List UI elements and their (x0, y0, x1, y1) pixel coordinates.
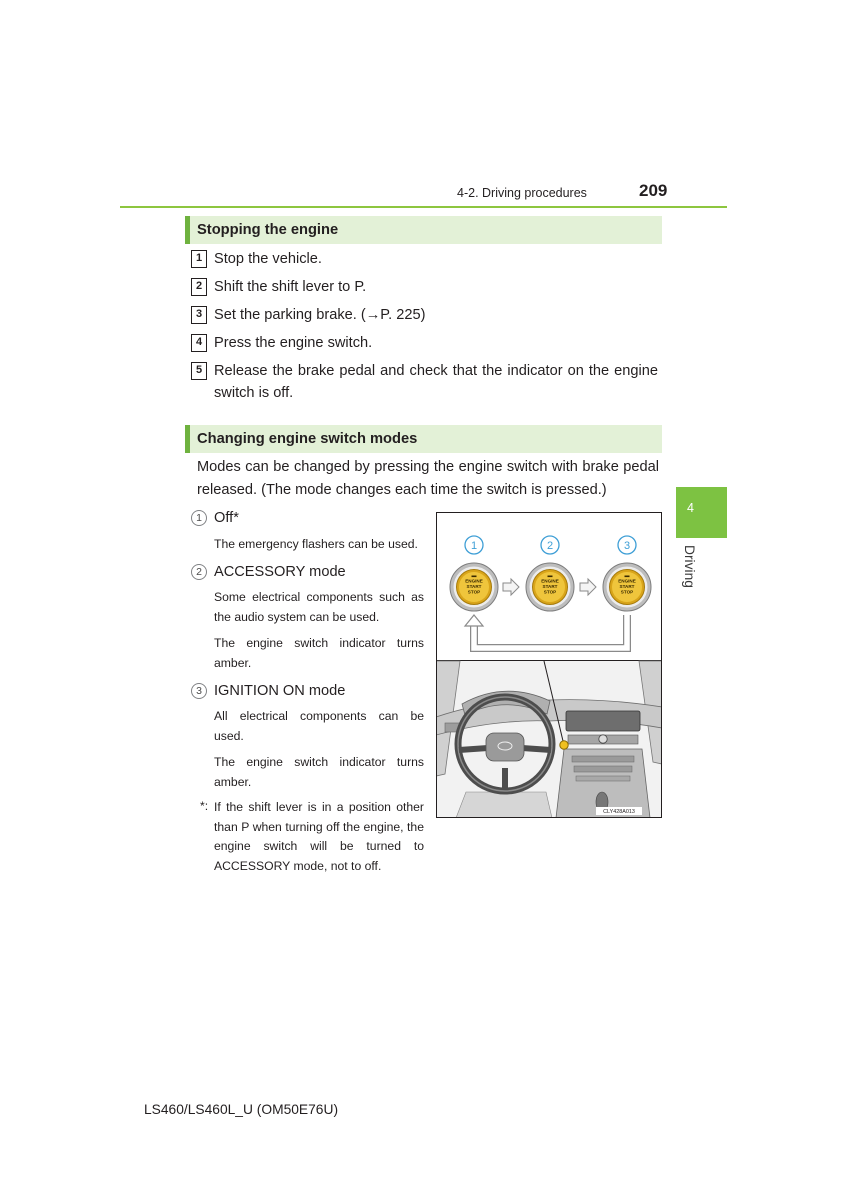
circled-number-marker: 2 (191, 564, 207, 580)
step-5 (191, 360, 661, 401)
footnote-line: engine switch will be turned to (214, 839, 424, 854)
figure-code: CLY428A013 (603, 809, 635, 815)
button-label-line: STOP (467, 589, 481, 595)
step-text-line: Press the engine switch. (214, 335, 373, 351)
running-header-section: 4-2. Driving procedures (457, 186, 587, 200)
mode-title-off: Off* (214, 510, 239, 526)
chapter-tab-title: Driving (682, 545, 697, 588)
step-3 (191, 304, 661, 326)
footnote-marker: *: (200, 799, 209, 813)
footnote-line: than P when turning off the engine, the (214, 819, 424, 834)
note-line: The engine switch indicator turns (214, 755, 424, 769)
step-text (214, 276, 658, 298)
engine-switch-location-icon (560, 741, 568, 749)
mode-title-ignition-on: IGNITION ON mode (214, 683, 346, 699)
footer-manual-code: LS460/LS460L_U (OM50E76U) (144, 1102, 339, 1117)
section-heading-modes: Changing engine switch modes (185, 425, 662, 453)
right-arrow-icon (503, 579, 519, 595)
dashboard-icon (436, 661, 662, 818)
figure-marker-number: 1 (470, 540, 478, 552)
chapter-tab (676, 487, 727, 538)
step-text-line: Set the parking brake. (→P. 225) (214, 307, 426, 323)
step-text (214, 248, 658, 270)
step-text (214, 360, 658, 404)
step-number-box: 5 (191, 362, 207, 380)
note-line: The engine switch indicator turns (214, 636, 424, 650)
step-number-box: 1 (191, 250, 207, 268)
paragraph-line: released. (The mode changes each time the switch is pressed.) (197, 482, 607, 498)
engine-switch-button-icon (603, 563, 651, 611)
button-label-line: STOP (620, 589, 634, 595)
section-heading-stopping: Stopping the engine (185, 216, 662, 244)
circled-number-marker: 1 (191, 510, 207, 526)
step-text (214, 304, 658, 326)
step-text-line: Stop the vehicle. (214, 251, 322, 267)
note-line: Some electrical components such as (214, 590, 424, 604)
step-text-line: Release the brake pedal and check that the indicator on the engine (214, 363, 658, 379)
chapter-tab-number: 4 (687, 501, 694, 515)
circled-number-marker: 3 (191, 683, 207, 699)
step-4 (191, 332, 661, 354)
step-text-line: switch is off. (214, 385, 294, 401)
illustration-drawing (436, 512, 662, 818)
button-label-line: START (542, 584, 558, 589)
engine-switch-button-icon (450, 563, 498, 611)
paragraph-line: Modes can be changed by pressing the engine switch with brake pedal (197, 459, 659, 475)
figure-marker-1 (465, 536, 483, 554)
step-number-box: 4 (191, 334, 207, 352)
return-arrow-icon (465, 615, 627, 648)
step-2 (191, 276, 661, 298)
header-rule (120, 206, 727, 208)
mode-note (214, 535, 424, 555)
note-line: the audio system can be used. (214, 609, 380, 624)
button-label-line: START (466, 584, 482, 589)
button-label-line: STOP (543, 589, 557, 595)
note-line: The emergency flashers can be used. (214, 537, 418, 551)
footnote-text (214, 798, 424, 877)
step-1 (191, 248, 661, 270)
footnote-line: ACCESSORY mode, not to off. (214, 859, 382, 874)
note-line: used. (214, 728, 244, 743)
button-label-line: ENGINE (541, 578, 559, 584)
note-line: amber. (214, 655, 252, 670)
right-arrow-icon (580, 579, 596, 595)
button-label-line: ENGINE (465, 578, 483, 584)
step-number-box: 2 (191, 278, 207, 296)
figure-marker-2 (541, 536, 559, 554)
figure-marker-number: 3 (623, 540, 631, 552)
engine-switch-illustration (436, 512, 662, 818)
mode-note (214, 634, 424, 673)
mode-title-accessory: ACCESSORY mode (214, 564, 346, 580)
page-number: 209 (639, 181, 668, 200)
modes-intro-paragraph (197, 456, 659, 502)
mode-note (214, 707, 424, 746)
figure-marker-number: 2 (546, 540, 554, 552)
note-line: amber. (214, 774, 252, 789)
mode-note (214, 753, 424, 792)
step-text-line: Shift the shift lever to P. (214, 279, 367, 295)
button-label-line: START (619, 584, 635, 589)
button-label-line: ENGINE (618, 578, 636, 584)
mode-note (214, 588, 424, 627)
engine-switch-button-icon (526, 563, 574, 611)
figure-marker-3 (618, 536, 636, 554)
step-number-box: 3 (191, 306, 207, 324)
note-line: All electrical components can be (214, 709, 424, 723)
step-text (214, 332, 658, 354)
footnote-line: If the shift lever is in a position other (214, 800, 424, 814)
